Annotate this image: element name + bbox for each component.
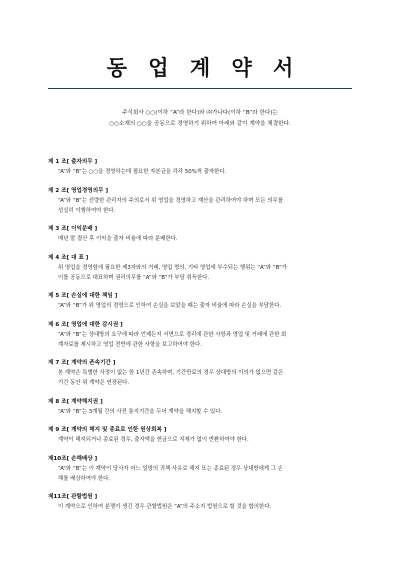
article-body	[48, 330, 352, 350]
article-body	[48, 435, 352, 445]
article-line: 계자료를 제시하고 영업 전반에 관한 사항을 보고하여야 한다.	[58, 341, 202, 348]
article-line: 해를 배상하여야 한다.	[58, 475, 111, 482]
article-2	[48, 187, 352, 216]
article-title: 제11조[ 관할법원 ]	[48, 494, 98, 500]
title-divider	[48, 88, 352, 89]
article-list	[48, 158, 352, 522]
article-title: 제 1 조[ 출자의무 ]	[48, 159, 98, 165]
article-body	[48, 407, 352, 417]
article-5	[48, 292, 352, 311]
article-title: 제10조[ 손해배상 ]	[48, 455, 98, 462]
intro-line: 주식회사 ○○(이하 “A”라 한다)와 ㈜가나다(이하 “B”라 한다)는	[122, 110, 278, 116]
intro-paragraph	[0, 108, 400, 130]
article-body	[48, 301, 352, 311]
article-line: 계약이 해지되거나 종료된 경우, 출자액을 현금으로 지체가 없이 반환하여야 한다.	[58, 437, 249, 443]
article-body	[48, 167, 352, 177]
article-line: “A”와 “B”는 선량한 관리자의 주의로서 위 영업을 경영하고 재산을 관리하여야 하며 모든 의무를	[58, 197, 283, 204]
article-line: 매년 말 결산 후 이익을 출자 비율에 따라 분배한다.	[58, 236, 178, 242]
article-body	[48, 502, 352, 512]
article-title: 제 5 조[ 손실에 대한 책임 ]	[48, 293, 118, 299]
article-line: “A”와 “B”는 ○○을 경영하는데 필요한 자본금을 각각 50%씩 출자한다.	[58, 169, 227, 175]
article-10	[48, 455, 352, 484]
article-body	[48, 234, 352, 244]
article-8	[48, 398, 352, 417]
article-11	[48, 493, 352, 512]
article-title: 제 9 조[ 계약의 해지 및 종료로 인한 원상회복 ]	[48, 427, 167, 433]
article-body	[48, 263, 352, 283]
article-line: 위 영업을 경영함에 필요한 제3자와의 거래, 영업 명의, 기타 영업에 부수되는 행위는 “A”와 “B”가	[58, 264, 287, 271]
article-line: 이를 공동으로 대표하며 권리의무를 “A”와 “B”가 부담 취득한다.	[58, 274, 210, 281]
article-title: 제 2 조[ 영업경영의무 ]	[48, 187, 109, 194]
article-body	[48, 196, 352, 216]
article-4	[48, 254, 352, 283]
article-6	[48, 321, 352, 350]
article-body	[48, 464, 352, 484]
article-line: “A”와 “B”가 위 영업의 경영으로 인하여 손실을 보았을 때는 출자 비율에 따라 손실을 부담한다.	[58, 303, 282, 309]
article-body	[48, 368, 352, 388]
article-line: 본 계약은 특별한 사정이 없는 한 1년간 존속하며, 기간만료의 경우 상대방의 이의가 없으면 같은	[58, 370, 284, 376]
article-9	[48, 426, 352, 445]
article-line: 이 계약으로 인하여 분쟁이 생긴 경우 관할법원은 “A”의 주소지 법원으로 할 것을 합의한다.	[58, 504, 272, 510]
article-line: “A”와 “B”는 이 계약이 당사자 어느 일방의 귀책 사유로 해지 또는 종료된 경우 상대방에게 그 손	[58, 465, 283, 472]
article-title: 제 6 조[ 영업에 대한 감시권 ]	[48, 321, 123, 328]
article-line: 기간 동안 위 계약은 연장된다.	[58, 380, 130, 386]
article-title: 제 4 조[ 대 표 ]	[48, 254, 89, 261]
article-title: 제 3 조[ 이익분배 ]	[48, 226, 98, 232]
article-1	[48, 158, 352, 177]
article-line: “A”와 “B”는 3개월 간의 사전 통지기간을 두어 계약을 해지할 수 있다.	[58, 408, 223, 415]
article-7	[48, 359, 352, 388]
article-3	[48, 225, 352, 244]
intro-line: ○○소재의 ○○을 공동으로 경영하기 위하여 아래와 같이 계약을 체결한다.	[109, 121, 291, 127]
document-title: 동 업 계 약 서	[106, 56, 294, 80]
article-title: 제 7 조[ 계약의 존속기간 ]	[48, 360, 116, 366]
article-line: 성실히 이행하여야 한다.	[58, 207, 116, 214]
article-line: “A”와 “B”는 상대방의 요구에 따라 언제든지 서면으로 경리에 관한 사항과 영업 및 거래에 관한 회	[58, 331, 287, 338]
article-title: 제 8 조[ 계약해지권 ]	[48, 398, 103, 405]
